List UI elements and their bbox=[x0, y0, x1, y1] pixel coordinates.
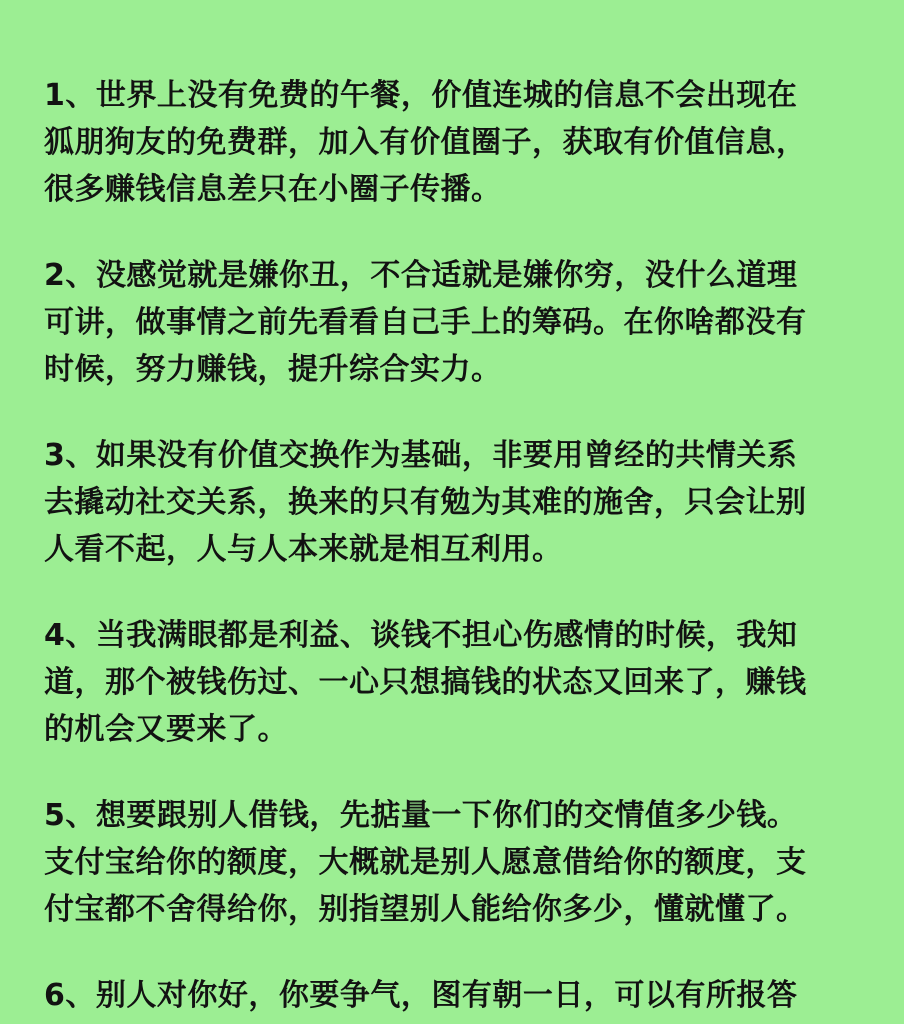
list-item-4 bbox=[44, 612, 874, 753]
list-item-2 bbox=[44, 252, 874, 393]
text-line: 时候，努力赚钱，提升综合实力。 bbox=[44, 352, 502, 387]
list-item-6 bbox=[44, 972, 874, 1019]
list-item-3 bbox=[44, 432, 874, 573]
list-item-1 bbox=[44, 72, 874, 213]
text-line: 1、世界上没有免费的午餐，价值连城的信息不会出现在 bbox=[44, 78, 798, 113]
text-line: 很多赚钱信息差只在小圈子传播。 bbox=[44, 172, 502, 207]
text-line: 付宝都不舍得给你，别指望别人能给你多少，懂就懂了。 bbox=[44, 892, 807, 927]
text-line: 可讲，做事情之前先看看自己手上的筹码。在你啥都没有 bbox=[44, 305, 807, 340]
text-line: 狐朋狗友的免费群，加入有价值圈子，获取有价值信息， bbox=[44, 125, 807, 160]
text-line: 4、当我满眼都是利益、谈钱不担心伤感情的时候，我知 bbox=[44, 618, 798, 653]
text-line: 支付宝给你的额度，大概就是别人愿意借给你的额度，支 bbox=[44, 845, 807, 880]
text-line: 5、想要跟别人借钱，先掂量一下你们的交情值多少钱。 bbox=[44, 798, 798, 833]
text-line: 2、没感觉就是嫌你丑，不合适就是嫌你穷，没什么道理 bbox=[44, 258, 798, 293]
text-line: 6、别人对你好，你要争气，图有朝一日，可以有所报答 bbox=[44, 978, 798, 1013]
advice-list bbox=[44, 72, 874, 1019]
text-line: 3、如果没有价值交换作为基础，非要用曾经的共情关系 bbox=[44, 438, 798, 473]
text-line: 的机会又要来了。 bbox=[44, 712, 288, 747]
list-item-5 bbox=[44, 792, 874, 933]
text-line: 道，那个被钱伤过、一心只想搞钱的状态又回来了，赚钱 bbox=[44, 665, 807, 700]
text-line: 人看不起，人与人本来就是相互利用。 bbox=[44, 532, 563, 567]
text-line: 去撬动社交关系，换来的只有勉为其难的施舍，只会让别 bbox=[44, 485, 807, 520]
